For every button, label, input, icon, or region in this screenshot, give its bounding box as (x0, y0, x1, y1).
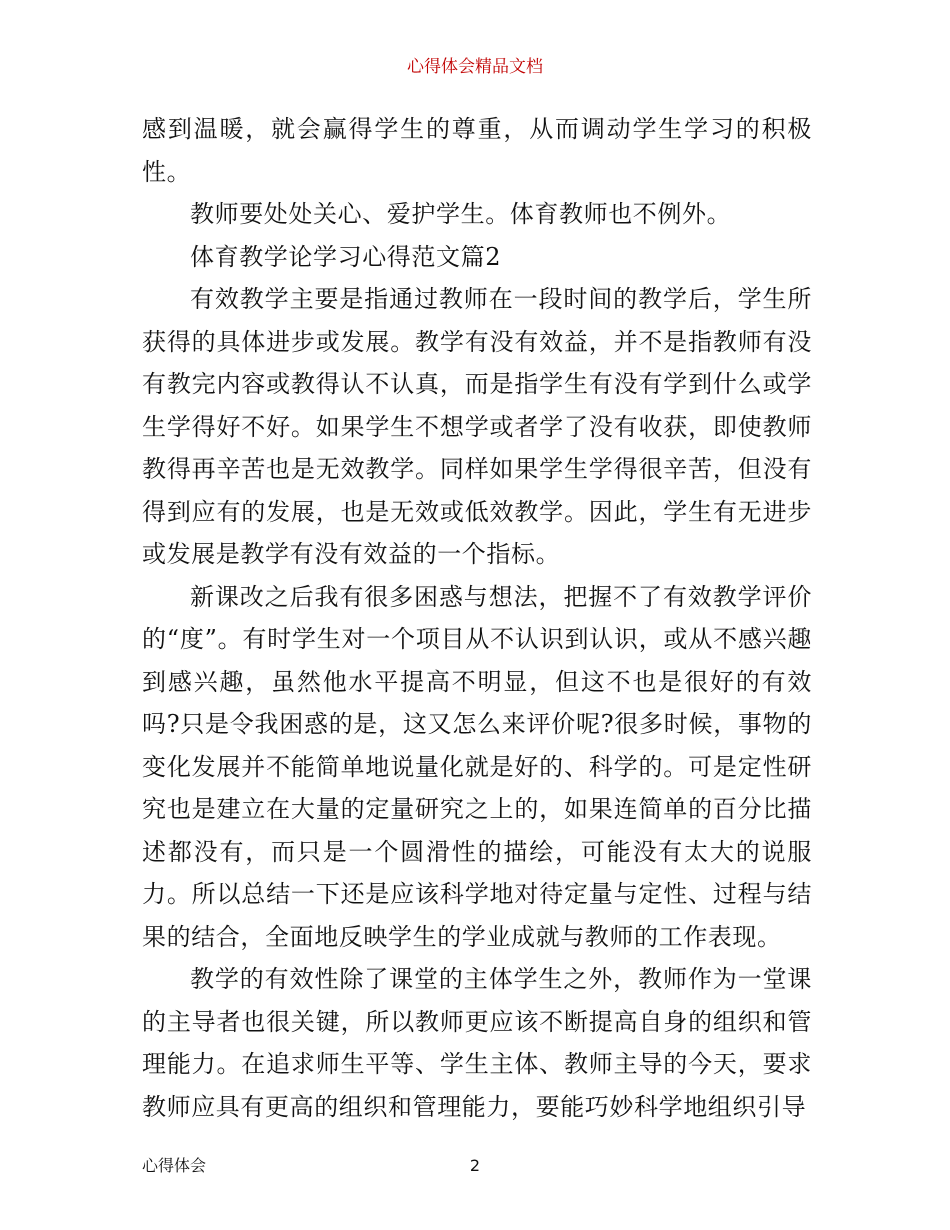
paragraph-5: 教学的有效性除了课堂的主体学生之外，教师作为一堂课的主导者也很关键，所以教师更应该不断提高自身的组织和管理能力。在追求师生平等、学生主体、教师主导的今天，要求教师应具有更高的组织和管理能力，要能巧妙科学地组织引导 (142, 965, 812, 1121)
paragraph-4: 新课改之后我有很多困惑与想法，把握不了有效教学评价的“度”。有时学生对一个项目从不认识到认识，或从不感兴趣到感兴趣，虽然他水平提高不明显，但这不也是很好的有效吗?只是令我困惑的是，这又怎么来评价呢?很多时候，事物的变化发展并不能简单地说量化就是好的、科学的。可是定性研究也是建立在大量的定量研究之上的，如果连简单的百分比描述都没有，而只是一个圆滑性的描绘，可能没有太大的说服力。所以总结一下还是应该科学地对待定量与定性、过程与结果的结合，全面地反映学生的学业成就与教师的工作表现。 (142, 582, 812, 951)
section-heading: 体育教学论学习心得范文篇2 (190, 242, 502, 271)
paragraph-2: 教师要处处关心、爱护学生。体育教师也不例外。 (190, 200, 732, 228)
document-body (142, 108, 812, 1128)
page-number: 2 (469, 1156, 481, 1175)
paragraph-1: 感到温暖，就会赢得学生的尊重，从而调动学生学习的积极性。 (142, 115, 812, 186)
paragraph-3: 有效教学主要是指通过教师在一段时间的教学后，学生所获得的具体进步或发展。教学有没有效益，并不是指教师有没有教完内容或教得认不认真，而是指学生有没有学到什么或学生学得好不好。如果学生不想学或者学了没有收获，即使教师教得再辛苦也是无效教学。同样如果学生学得很辛苦，但没有得到应有的发展，也是无效或低效教学。因此，学生有无进步或发展是教学有没有效益的一个指标。 (142, 285, 812, 568)
footer-label: 心得体会 (142, 1156, 207, 1175)
page-header-title: 心得体会精品文档 (407, 57, 543, 77)
